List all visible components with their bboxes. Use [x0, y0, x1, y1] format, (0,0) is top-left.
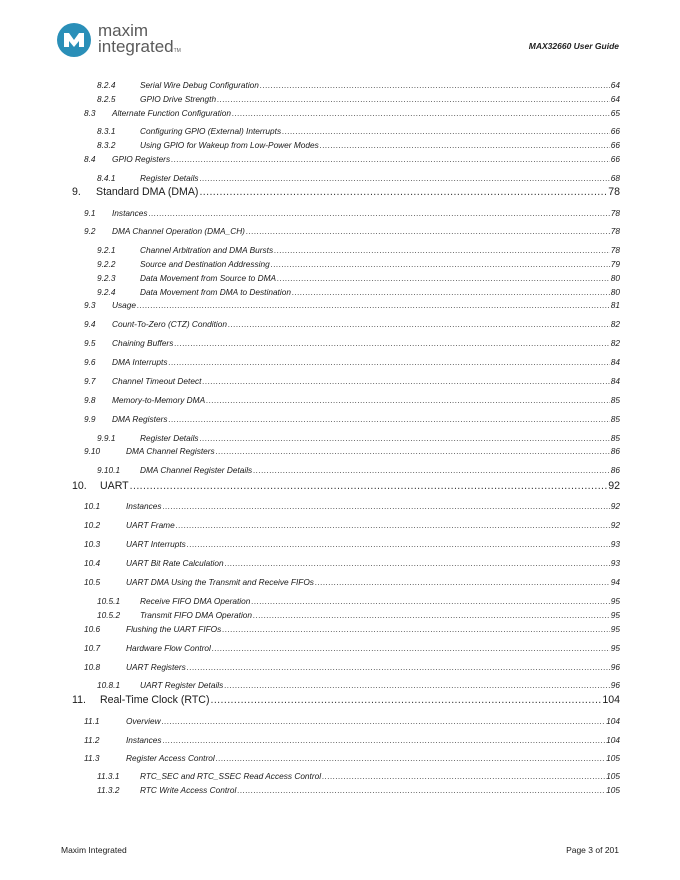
toc-leader-dots: [200, 173, 610, 184]
toc-entry-number: 9.2.1: [97, 245, 116, 255]
maxim-logo: [56, 22, 186, 62]
toc-entry-title[interactable]: Overview: [126, 716, 161, 726]
toc-entry-title[interactable]: UART Frame: [126, 520, 175, 530]
toc-entry-page[interactable]: 92: [610, 501, 620, 511]
footer-company: Maxim Integrated: [61, 845, 127, 855]
toc-entry-number: 10.8.1: [97, 680, 121, 690]
toc-entry-title[interactable]: DMA Channel Registers: [126, 446, 215, 456]
toc-entry-title[interactable]: DMA Registers: [112, 414, 168, 424]
toc-leader-dots: [292, 287, 610, 298]
toc-leader-dots: [246, 226, 610, 237]
toc-entry[interactable]: [72, 357, 620, 368]
toc-entry[interactable]: [72, 273, 620, 284]
toc-leader-dots: [163, 501, 610, 512]
toc-entry-title[interactable]: Standard DMA (DMA): [96, 186, 199, 198]
toc-entry[interactable]: [72, 140, 620, 151]
toc-entry-number: 10.5.1: [97, 596, 121, 606]
toc-entry-title[interactable]: UART DMA Using the Transmit and Receive FIFOs: [126, 577, 314, 587]
toc-entry-title[interactable]: Transmit FIFO DMA Operation: [140, 610, 253, 620]
toc-entry-page[interactable]: 93: [610, 539, 620, 549]
toc-leader-dots: [225, 558, 610, 569]
toc-entry-number: 9.5: [84, 338, 96, 348]
toc-entry[interactable]: [72, 80, 620, 91]
toc-entry[interactable]: [72, 259, 620, 270]
toc-entry[interactable]: [72, 395, 620, 406]
toc-entry[interactable]: [72, 596, 620, 607]
logo-trademark: TM: [173, 48, 181, 54]
toc-leader-dots: [253, 465, 610, 476]
toc-entry-page[interactable]: 78: [610, 208, 620, 218]
toc-entry[interactable]: [72, 446, 620, 457]
toc-entry-page[interactable]: 105: [606, 785, 620, 795]
toc-entry-title[interactable]: UART Register Details: [140, 680, 224, 690]
toc-entry-number: 9.10.1: [97, 465, 121, 475]
toc-entry[interactable]: [72, 126, 620, 137]
toc-leader-dots: [162, 716, 606, 727]
toc-entry-title[interactable]: Flushing the UART FIFOs: [126, 624, 222, 634]
toc-entry-page[interactable]: 84: [610, 357, 620, 367]
toc-entry-page[interactable]: 68: [610, 173, 620, 183]
toc-entry-page[interactable]: 105: [606, 771, 620, 781]
toc-entry-number: 9.1: [84, 208, 96, 218]
toc-leader-dots: [224, 680, 609, 691]
toc-entry-page[interactable]: 85: [610, 414, 620, 424]
toc-entry-title[interactable]: Alternate Function Configuration: [112, 108, 231, 118]
toc-entry-number: 9.2.3: [97, 273, 116, 283]
toc-entry-page[interactable]: 86: [610, 465, 620, 475]
toc-entry-number: 11.3.2: [97, 785, 120, 795]
toc-entry-page[interactable]: 78: [610, 245, 620, 255]
toc-entry-title[interactable]: Data Movement from Source to DMA: [140, 273, 277, 283]
toc-leader-dots: [187, 539, 610, 550]
toc-entry-number: 9.2: [84, 226, 96, 236]
toc-entry[interactable]: [72, 520, 620, 531]
toc-entry-number: 9.2.4: [97, 287, 116, 297]
logo-line-2: integrated: [98, 37, 174, 56]
toc-entry-page[interactable]: 78: [608, 186, 620, 198]
toc-leader-dots: [210, 694, 601, 707]
toc-entry-title[interactable]: UART Registers: [126, 662, 186, 672]
toc-entry[interactable]: [72, 735, 620, 746]
toc-entry-page[interactable]: 104: [602, 694, 620, 706]
toc-entry-title[interactable]: Register Details: [140, 433, 199, 443]
toc-leader-dots: [232, 108, 610, 119]
toc-entry-title[interactable]: Real-Time Clock (RTC): [100, 694, 210, 706]
toc-entry-page[interactable]: 82: [610, 338, 620, 348]
toc-entry-page[interactable]: 92: [610, 520, 620, 530]
toc-entry[interactable]: [72, 624, 620, 635]
toc-entry-number: 10.5: [84, 577, 101, 587]
toc-entry-page[interactable]: 65: [610, 108, 620, 118]
toc-entry-page[interactable]: 82: [610, 319, 620, 329]
toc-entry-page[interactable]: 96: [610, 680, 620, 690]
toc-entry[interactable]: [72, 501, 620, 512]
toc-entry-number: 11.3.1: [97, 771, 120, 781]
toc-entry[interactable]: [72, 694, 620, 707]
toc-entry-title[interactable]: DMA Channel Operation (DMA_CH): [112, 226, 245, 236]
toc-entry[interactable]: [72, 376, 620, 387]
toc-entry[interactable]: [72, 643, 620, 654]
logo-wordmark: [98, 23, 181, 59]
toc-entry[interactable]: [72, 319, 620, 330]
toc-entry-number: 10.5.2: [97, 610, 121, 620]
toc-entry-title[interactable]: Register Details: [140, 173, 199, 183]
toc-entry-page[interactable]: 95: [610, 596, 620, 606]
toc-entry-title[interactable]: DMA Interrupts: [112, 357, 168, 367]
toc-entry[interactable]: [72, 716, 620, 727]
toc-entry-number: 10.3: [84, 539, 101, 549]
toc-entry-number: 10.8: [84, 662, 101, 672]
toc-entry-number: 9.8: [84, 395, 96, 405]
toc-leader-dots: [322, 771, 605, 782]
toc-entry-number: 9.4: [84, 319, 96, 329]
toc-entry-number: 11.3: [84, 753, 100, 763]
toc-entry-title[interactable]: GPIO Registers: [112, 154, 171, 164]
toc-leader-dots: [315, 577, 610, 588]
toc-entry-page[interactable]: 96: [610, 662, 620, 672]
toc-entry-page[interactable]: 105: [606, 753, 620, 763]
toc-entry-number: 8.4: [84, 154, 96, 164]
toc-entry-page[interactable]: 66: [610, 154, 620, 164]
toc-entry-number: 10.: [72, 480, 87, 492]
toc-entry[interactable]: [72, 173, 620, 184]
toc-entry-number: 8.4.1: [97, 173, 116, 183]
maxim-logo-icon: [56, 22, 92, 58]
toc-leader-dots: [277, 273, 610, 284]
toc-entry-number: 10.7: [84, 643, 101, 653]
toc-entry[interactable]: [72, 94, 620, 105]
toc-entry[interactable]: [72, 785, 620, 796]
toc-entry[interactable]: [72, 154, 620, 165]
toc-entry[interactable]: [72, 208, 620, 219]
toc-leader-dots: [199, 186, 607, 199]
toc-entry-title[interactable]: Using GPIO for Wakeup from Low-Power Modes: [140, 140, 319, 150]
toc-leader-dots: [282, 126, 610, 137]
toc-entry-number: 11.2: [84, 735, 100, 745]
toc-entry-number: 10.2: [84, 520, 101, 530]
toc-entry-page[interactable]: 92: [608, 480, 620, 492]
toc-entry-title[interactable]: UART Bit Rate Calculation: [126, 558, 224, 568]
toc-entry-title[interactable]: GPIO Drive Strength: [140, 94, 217, 104]
toc-entry-title[interactable]: Instances: [126, 735, 162, 745]
document-title: MAX32660 User Guide: [528, 41, 619, 51]
toc-entry-title[interactable]: UART: [100, 480, 129, 492]
toc-entry-title[interactable]: Configuring GPIO (External) Interrupts: [140, 126, 282, 136]
toc-entry[interactable]: [72, 245, 620, 256]
toc-entry-page[interactable]: 78: [610, 226, 620, 236]
toc-entry-page[interactable]: 79: [610, 259, 620, 269]
toc-entry[interactable]: [72, 186, 620, 199]
toc-entry-page[interactable]: 93: [610, 558, 620, 568]
toc-entry[interactable]: [72, 108, 620, 119]
toc-entry-title[interactable]: RTC_SEC and RTC_SSEC Read Access Control: [140, 771, 322, 781]
toc-entry-number: 8.3: [84, 108, 96, 118]
toc-leader-dots: [187, 662, 610, 673]
toc-entry[interactable]: [72, 558, 620, 569]
toc-entry-number: 9.10: [84, 446, 101, 456]
toc-entry-page[interactable]: 94: [610, 577, 620, 587]
toc-entry-title[interactable]: Serial Wire Debug Configuration: [140, 80, 259, 90]
toc-entry-title[interactable]: Count-To-Zero (CTZ) Condition: [112, 319, 227, 329]
toc-entry-title[interactable]: Chaining Buffers: [112, 338, 174, 348]
toc-entry-number: 9.: [72, 186, 81, 198]
toc-entry[interactable]: [72, 680, 620, 691]
toc-entry[interactable]: [72, 610, 620, 621]
toc-entry-title[interactable]: Instances: [126, 501, 162, 511]
toc-leader-dots: [320, 140, 610, 151]
toc-entry[interactable]: [72, 539, 620, 550]
toc-entry-title[interactable]: Receive FIFO DMA Operation: [140, 596, 251, 606]
toc-leader-dots: [163, 735, 606, 746]
toc-entry-title[interactable]: Source and Destination Addressing: [140, 259, 270, 269]
toc-leader-dots: [216, 446, 610, 457]
toc-leader-dots: [149, 208, 610, 219]
toc-entry-page[interactable]: 84: [610, 376, 620, 386]
toc-entry-page[interactable]: 95: [610, 624, 620, 634]
toc-leader-dots: [251, 596, 609, 607]
toc-entry[interactable]: [72, 338, 620, 349]
toc-entry-page[interactable]: 86: [610, 446, 620, 456]
toc-entry-page[interactable]: 81: [610, 300, 620, 310]
toc-entry-number: 11.1: [84, 716, 100, 726]
toc-entry-title[interactable]: UART Interrupts: [126, 539, 186, 549]
toc-entry[interactable]: [72, 480, 620, 493]
toc-entry[interactable]: [72, 414, 620, 425]
toc-entry-title[interactable]: DMA Channel Register Details: [140, 465, 253, 475]
toc-entry-number: 8.2.4: [97, 80, 116, 90]
toc-entry-title[interactable]: RTC Write Access Control: [140, 785, 237, 795]
toc-leader-dots: [137, 300, 610, 311]
toc-entry-page[interactable]: 64: [610, 80, 620, 90]
toc-leader-dots: [216, 753, 605, 764]
toc-entry-number: 8.2.5: [97, 94, 116, 104]
toc-leader-dots: [237, 785, 605, 796]
toc-entry-number: 8.3.2: [97, 140, 116, 150]
toc-entry-page[interactable]: 104: [606, 716, 620, 726]
toc-leader-dots: [274, 245, 610, 256]
toc-leader-dots: [228, 319, 610, 330]
toc-entry-page[interactable]: 95: [610, 610, 620, 620]
toc-entry-page[interactable]: 80: [610, 287, 620, 297]
toc-entry[interactable]: [72, 300, 620, 311]
toc-entry[interactable]: [72, 287, 620, 298]
toc-entry-number: 9.9: [84, 414, 96, 424]
toc-entry-title[interactable]: Memory-to-Memory DMA: [112, 395, 206, 405]
toc-entry-page[interactable]: 104: [606, 735, 620, 745]
toc-entry-page[interactable]: 64: [610, 94, 620, 104]
toc-entry-page[interactable]: 85: [610, 433, 620, 443]
toc-entry[interactable]: [72, 662, 620, 673]
toc-entry[interactable]: [72, 753, 620, 764]
toc-leader-dots: [222, 624, 609, 635]
toc-entry[interactable]: [72, 771, 620, 782]
toc-leader-dots: [168, 414, 609, 425]
toc-entry-number: 11.: [72, 694, 86, 706]
toc-entry-number: 10.6: [84, 624, 101, 634]
toc-leader-dots: [202, 376, 609, 387]
toc-entry-title[interactable]: Hardware Flow Control: [126, 643, 211, 653]
toc-leader-dots: [200, 433, 610, 444]
toc-entry[interactable]: [72, 226, 620, 237]
toc-entry-title[interactable]: Usage: [112, 300, 136, 310]
toc-leader-dots: [176, 520, 610, 531]
toc-leader-dots: [130, 480, 608, 493]
toc-leader-dots: [174, 338, 609, 349]
toc-entry-number: 9.9.1: [97, 433, 116, 443]
toc-entry-number: 9.3: [84, 300, 96, 310]
toc-leader-dots: [168, 357, 609, 368]
toc-leader-dots: [171, 154, 610, 165]
toc-entry-page[interactable]: 66: [610, 126, 620, 136]
toc-leader-dots: [212, 643, 610, 654]
toc-entry-page[interactable]: 80: [610, 273, 620, 283]
toc-entry-number: 9.7: [84, 376, 96, 386]
toc-entry[interactable]: [72, 465, 620, 476]
toc-entry-title[interactable]: Channel Arbitration and DMA Bursts: [140, 245, 274, 255]
toc-entry-title[interactable]: Instances: [112, 208, 148, 218]
toc-leader-dots: [253, 610, 610, 621]
toc-entry-title[interactable]: Data Movement from DMA to Destination: [140, 287, 291, 297]
logo-line-1: maxim: [98, 21, 149, 40]
footer-page-number: Page 3 of 201: [566, 845, 619, 855]
toc-entry-number: 8.3.1: [97, 126, 116, 136]
toc-entry-number: 9.6: [84, 357, 96, 367]
toc-leader-dots: [260, 80, 610, 91]
toc-entry-title[interactable]: Channel Timeout Detect: [112, 376, 202, 386]
toc-leader-dots: [217, 94, 610, 105]
toc-entry-number: 9.2.2: [97, 259, 116, 269]
toc-leader-dots: [206, 395, 610, 406]
toc-entry-number: 10.1: [84, 501, 101, 511]
toc-entry-title[interactable]: Register Access Control: [126, 753, 215, 763]
toc-entry-page[interactable]: 66: [610, 140, 620, 150]
toc-entry[interactable]: [72, 577, 620, 588]
toc-entry[interactable]: [72, 433, 620, 444]
toc-entry-page[interactable]: 95: [610, 643, 620, 653]
toc-entry-number: 10.4: [84, 558, 101, 568]
toc-entry-page[interactable]: 85: [610, 395, 620, 405]
toc-leader-dots: [271, 259, 610, 270]
